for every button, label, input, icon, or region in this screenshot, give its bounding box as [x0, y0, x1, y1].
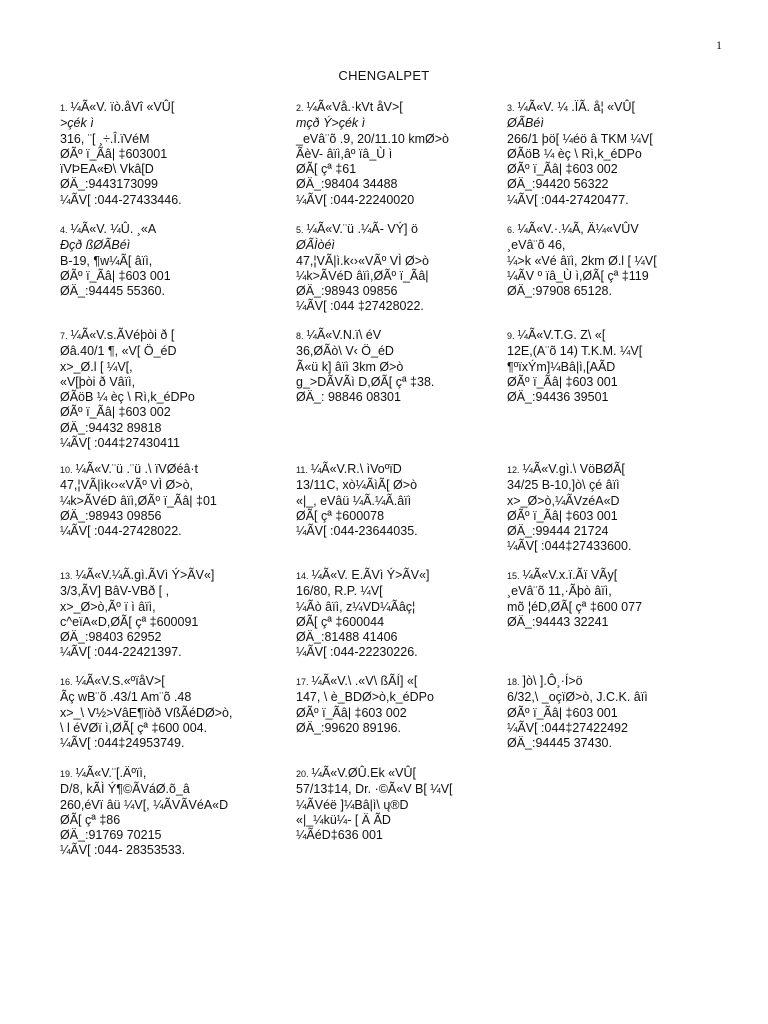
directory-entry [60, 328, 260, 451]
entry-name: ¼Ã«V.S.«ºïåV>[ [75, 674, 165, 688]
entry-line: 12E,(A¨õ 14) T.K.M. ¼V[ [507, 344, 643, 359]
entry-number: 1. [60, 103, 68, 113]
entry-name: ¼Ã«V.·.¼Ã, Ä¼«VÛV [517, 222, 639, 236]
entry-number: 14. [296, 571, 309, 581]
entry-line: 6/32,\ _oçïØ>ò, J.C.K. âïì [507, 690, 648, 705]
entry-line: «|_¼kü¼- [ Ä ÃD [296, 812, 391, 827]
entry-name: ¼Ã«V.\ .«V\ ßÃÍ] «[ [311, 674, 418, 688]
entry-line: ¼ÃV[ :044 ‡27428022. [296, 299, 424, 314]
entry-line: x>_\ V½>VâE¶ïòð VßÃéDØ>ò, [60, 705, 233, 720]
entry-line: ØÄ_:94432 89818 [60, 420, 162, 435]
entry-line: ØÃBéì [507, 116, 544, 131]
entry-line: ØÃöB ¼ èç \ Rì,k_éDPo [507, 146, 642, 161]
entry-line: ØÄ_:94443 32241 [507, 614, 609, 629]
entry-number: 2. [296, 103, 304, 113]
entry-line: 57/13‡14, Dr. ·©Ã«V B[ ¼V[ [296, 782, 453, 797]
directory-entry [507, 568, 707, 630]
entry-line: >çék ì [60, 116, 94, 131]
entry-line: ØÄ_:9443173099 [60, 177, 159, 192]
entry-line: ØÃº ï_Ãâ| ‡603 001 [60, 268, 171, 283]
directory-entry [296, 568, 496, 661]
entry-name: ¼Ã«V.R.\ ìVoºïD [310, 462, 402, 476]
entry-name: ¼Ã«V. ¼ .ÏÃ. å¦ «VÛ[ [517, 100, 635, 114]
entry-line: ØÃöB ¼ èç \ Rì,k_éDPo [60, 390, 195, 405]
entry-line: ØÃÌòéì [296, 238, 335, 253]
directory-entry [296, 328, 496, 405]
entry-heading [60, 328, 260, 344]
entry-line: ¼k>ÃVéD âïì,ØÃº ï_Ãâ| [296, 268, 429, 283]
entry-line: D/8, kÃÌ Ý¶©ÃVáØ.õ_â [60, 782, 190, 797]
entry-line: ¼ÃV[ :044-27420477. [507, 192, 629, 207]
entry-line: 13/11C, xò¼ÃìÃ[ Ø>ò [296, 478, 418, 493]
entry-line: ¼ÃéD‡636 001 [296, 828, 383, 843]
directory-entry [296, 222, 496, 315]
entry-number: 8. [296, 331, 304, 341]
entry-name: ¼Ã«V.¨ü .¼Ã- VÝ] ö [306, 222, 418, 236]
entry-line: 3/3,ÃV] BâV-VBð [ , [60, 584, 170, 599]
entry-line: 47,¦VÃ|ìk‹›«VÃº VÌ Ø>ò, [60, 478, 193, 493]
entry-line: «|_, eVâü ¼Ã.¼Ã.âïì [296, 493, 412, 508]
entry-line: 34/25 B-10,]ò\ çé âïì [507, 478, 620, 493]
entry-name: ¼Ã«V.T.G. Z\ «[ [517, 328, 606, 342]
entry-heading [507, 674, 707, 690]
entry-line: ¼Ãò âïì, z¼VD¼Ãâç¦ [296, 599, 416, 614]
entry-line: B-19, ¶w¼Ã[ âïì, [60, 253, 153, 268]
entry-line: ØÃº ï_Ãâ| ‡603 002 [507, 162, 618, 177]
entry-line: ØÄ_:98943 09856 [296, 284, 398, 299]
entry-number: 10. [60, 465, 73, 475]
entry-line: g_>DÃVÃì D,ØÃ[ çª ‡38. [296, 374, 435, 389]
entry-number: 6. [507, 225, 515, 235]
entry-line: ØÄ_:99620 89196. [296, 720, 401, 735]
entry-heading [507, 100, 707, 116]
page-number: 1 [716, 38, 722, 52]
entry-line: x>_Ø>ò,¼ÃVzéA«D [507, 493, 620, 508]
entry-line: ¼ÃV[ :044- 28353533. [60, 843, 186, 858]
entry-heading [60, 222, 260, 238]
entry-heading [60, 766, 260, 782]
entry-line: ØÄ_:94445 37430. [507, 736, 612, 751]
directory-entry [60, 222, 260, 299]
entry-line: ØÃº ï_Ãâ| ‡603 001 [507, 705, 618, 720]
directory-entry [296, 766, 496, 843]
entry-heading [296, 222, 496, 238]
entry-number: 15. [507, 571, 520, 581]
entry-number: 11. [296, 465, 308, 475]
entry-heading [60, 462, 260, 478]
entry-line: ¼ÃV[ :044‡27433600. [507, 539, 632, 554]
entry-line: ØÄ_:97908 65128. [507, 284, 612, 299]
entry-line: ¼ÃV[ :044-22230226. [296, 645, 418, 660]
entry-line: ØÄ_:91769 70215 [60, 828, 162, 843]
entry-line: ¼ÃV º ïâ_Ù ì,ØÃ[ çª ‡119 [507, 268, 649, 283]
directory-entry [60, 568, 260, 661]
entry-line: ØÃ[ çª ‡600078 [296, 508, 385, 523]
entry-heading [507, 462, 707, 478]
entry-line: ØÃº ï_Ãâ| ‡603001 [60, 146, 168, 161]
entry-number: 13. [60, 571, 73, 581]
entry-line: ØÄ_:94420 56322 [507, 177, 609, 192]
directory-entry [507, 462, 707, 555]
entry-line: ØÄ_:98404 34488 [296, 177, 398, 192]
entry-heading [507, 222, 707, 238]
entry-number: 17. [296, 677, 309, 687]
directory-entry [507, 222, 707, 299]
entry-name: ¼Ã«V. ïò.åVî «VÛ[ [70, 100, 175, 114]
entry-line: ¼ÃVéë ]¼Bâ|ì\ ų®D [296, 797, 409, 812]
entry-number: 20. [296, 769, 309, 779]
entry-heading [60, 674, 260, 690]
entry-line: x>_Ø>ò,Ãº ï ì âïì, [60, 599, 156, 614]
entry-line: ¼ÃV[ :044-27433446. [60, 192, 182, 207]
entry-heading [60, 568, 260, 584]
entry-line: ØÃº ï_Ãâ| ‡603 002 [296, 705, 407, 720]
entry-heading [296, 568, 496, 584]
entry-line: ¼ÃV[ :044-22421397. [60, 645, 182, 660]
entry-line: ØÄ_:81488 41406 [296, 630, 398, 645]
entry-line: ¼ÃV[ :044-27428022. [60, 524, 182, 539]
entry-line: mçð Ý>çék ì [296, 116, 366, 131]
directory-entry [60, 674, 260, 751]
entry-heading [296, 328, 496, 344]
entry-line: ¶ºïxÝm]¼Bâ|ì,[AÃD [507, 359, 616, 374]
directory-entry [60, 462, 260, 539]
entry-line: ¼>k «Vé âïì, 2km Ø.l [ ¼V[ [507, 253, 657, 268]
entry-line: 147, \ è_BDØ>ò,k_éDPo [296, 690, 434, 705]
directory-entry [296, 100, 496, 208]
entry-name: ]ò\ ].Ô¸·Í>ö [522, 674, 583, 688]
entry-number: 12. [507, 465, 520, 475]
entry-line: mõ ¦éD,ØÃ[ çª ‡600 077 [507, 599, 643, 614]
entry-line: ¼k>ÃVéD âïì,ØÃº ï_Ãâ| ‡01 [60, 493, 217, 508]
entry-line: ¸eVâ¨õ 11,·Ãþò âïì, [507, 584, 612, 599]
entry-line: 316, ¨[ ¸÷.Î.ïVéM [60, 131, 150, 146]
entry-line: ØÄ_:99444 21724 [507, 524, 609, 539]
entry-name: ¼Ã«Vå.·kVt åV>[ [306, 100, 403, 114]
entry-line: ïVÞEA«Ð\ Vkâ[D [60, 162, 154, 177]
entry-heading [296, 462, 496, 478]
entry-line: ØÃº ï_Ãâ| ‡603 002 [60, 405, 171, 420]
entry-heading [507, 568, 707, 584]
entry-number: 16. [60, 677, 73, 687]
page-title: CHENGALPET [338, 68, 430, 83]
entry-line: ¸eVâ¨õ 46, [507, 238, 566, 253]
entry-line: 260,éVï âü ¼V[, ¼ÃVÃVéA«D [60, 797, 229, 812]
entry-line: 16/80, R.P. ¼V[ [296, 584, 383, 599]
entry-line: ØÄ_:94436 39501 [507, 390, 609, 405]
entry-line: 266/1 þö[ ¼éö â TKM ¼V[ [507, 131, 653, 146]
entry-line: ØÃº ï_Ãâ| ‡603 001 [507, 374, 618, 389]
entry-line: c^eïA«D,ØÃ[ çª ‡600091 [60, 614, 199, 629]
entry-heading [296, 674, 496, 690]
entry-line: Ã«ü k] âïì 3km Ø>ò [296, 359, 404, 374]
directory-entry [507, 674, 707, 751]
entry-line: 36,ØÃò\ V‹ Ö_éD [296, 344, 394, 359]
entry-name: ¼Ã«V. ¼Û. ¸«A [70, 222, 157, 236]
entry-line: ¼ÃV[ :044‡27422492 [507, 720, 628, 735]
directory-entry [296, 462, 496, 539]
entry-name: ¼Ã«V.¨ü .¨ü .\ ïVØéâ·t [75, 462, 199, 476]
entry-name: ¼Ã«V.¨[.Äºïì, [75, 766, 147, 780]
entry-line: ØÃ[ çª ‡600044 [296, 614, 385, 629]
entry-number: 9. [507, 331, 515, 341]
directory-entry [60, 766, 260, 859]
entry-name: ¼Ã«V.s.ÃVéþòi ð [ [70, 328, 175, 342]
entry-line: ØÄ_:98943 09856 [60, 508, 162, 523]
entry-line: Ðçð ßØÃBéì [60, 238, 131, 253]
entry-line: ØÃ[ çª ‡61 [296, 162, 357, 177]
entry-line: x>_Ø.l [ ¼V[, [60, 359, 133, 374]
entry-name: ¼Ã«V.ØÛ.Ek «VÛ[ [311, 766, 416, 780]
entry-line: ØÃº ï_Ãâ| ‡603 001 [507, 508, 618, 523]
entry-number: 5. [296, 225, 304, 235]
entry-name: ¼Ã«V. E.ÃVì Ý>ÃV«] [311, 568, 430, 582]
entry-heading [507, 328, 707, 344]
entry-line: _eVâ¨õ .9, 20/11.10 kmØ>ò [296, 131, 449, 146]
entry-line: 47,¦VÃ|ì.k‹›«VÃº VÌ Ø>ò [296, 253, 429, 268]
entry-line: ØÄ_:94445 55360. [60, 284, 165, 299]
entry-name: ¼Ã«V.¼Ã.gì.ÃVì Ý>ÃV«] [75, 568, 215, 582]
entry-line: ¼ÃV[ :044-22240020 [296, 192, 415, 207]
entry-line: Ãç wB¨õ .43/1 Am¨õ .48 [60, 690, 192, 705]
entry-line: Øâ.40/1 ¶, «V[ Ö_éD [60, 344, 177, 359]
entry-line: \ l éVØï ì,ØÃ[ çª ‡600 004. [60, 720, 208, 735]
entry-line: ØÄ_:98403 62952 [60, 630, 162, 645]
directory-entry [60, 100, 260, 208]
entry-name: ¼Ã«V.x.ï.Ãï VÃy[ [522, 568, 618, 582]
entry-number: 18. [507, 677, 520, 687]
directory-entry [296, 674, 496, 736]
entry-name: ¼Ã«V.N.ï\ éV [306, 328, 382, 342]
entry-number: 7. [60, 331, 68, 341]
entry-line: ¼ÃV[ :044‡27430411 [60, 436, 181, 451]
entry-number: 4. [60, 225, 68, 235]
entry-line: ¼ÃV[ :044-23644035. [296, 524, 418, 539]
entry-line: ØÃ[ çª ‡86 [60, 812, 121, 827]
directory-entry [507, 100, 707, 208]
entry-heading [296, 766, 496, 782]
entry-line: ØÄ_: 98846 08301 [296, 390, 401, 405]
entry-heading [60, 100, 260, 116]
entry-name: ¼Ã«V.gì.\ VöBØÃ[ [522, 462, 625, 476]
entry-line: «V[þòi ð Vâïì, [60, 374, 136, 389]
entry-number: 19. [60, 769, 73, 779]
entry-heading [296, 100, 496, 116]
directory-entry [507, 328, 707, 405]
entry-number: 3. [507, 103, 515, 113]
entry-line: ÃèV- âïì,âº ïâ_Ù ì [296, 146, 393, 161]
entry-line: ¼ÃV[ :044‡24953749. [60, 736, 185, 751]
